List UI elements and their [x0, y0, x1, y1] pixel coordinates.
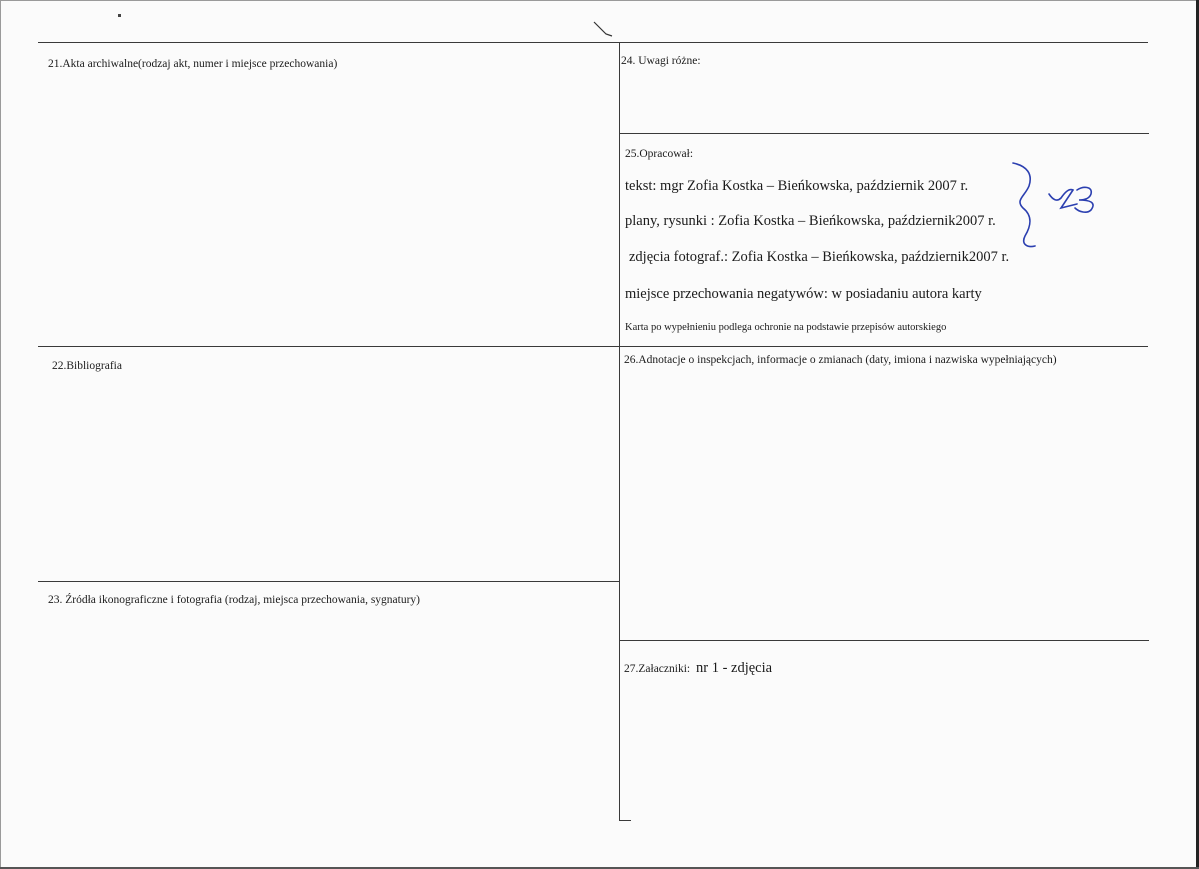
handwritten-signature	[1003, 160, 1103, 255]
scan-speck	[118, 14, 121, 17]
section-27-label	[624, 660, 772, 677]
bottom-tick	[619, 820, 631, 821]
section-21-label: 21.Akta archiwalne(rodzaj akt, numer i miejsce przechowania)	[48, 58, 338, 70]
author-plans-line: plany, rysunki : Zofia Kostka – Bieńkowska, październik2007 r.	[625, 213, 996, 229]
divider-22-23	[38, 581, 619, 582]
top-rule	[38, 42, 1148, 43]
center-divider	[619, 42, 620, 820]
attachments-value: nr 1 - zdjęcia	[695, 660, 773, 676]
section-25-label: 25.Opracował:	[625, 148, 694, 160]
section-22-label: 22.Bibliografia	[52, 360, 122, 372]
author-photos-line: zdjęcia fotograf.: Zofia Kostka – Bieńkowska, październik2007 r.	[629, 249, 1010, 265]
divider-24-25	[619, 133, 1149, 134]
author-text-line: tekst: mgr Zofia Kostka – Bieńkowska, październik 2007 r.	[625, 178, 969, 194]
scan-mark	[592, 18, 614, 40]
divider-21-22	[38, 346, 1148, 347]
negatives-location-line: miejsce przechowania negatywów: w posiadaniu autora karty	[625, 286, 982, 302]
section-27-title: 27.Załaczniki:	[624, 663, 691, 675]
divider-26-27	[619, 640, 1149, 641]
section-26-label: 26.Adnotacje o inspekcjach, informacje o zmianach (daty, imiona i nazwiska wypełniających)	[624, 354, 1057, 366]
copyright-note: Karta po wypełnieniu podlega ochronie na podstawie przepisów autorskiego	[625, 322, 947, 333]
section-23-label: 23. Źródła ikonograficzne i fotografia (rodzaj, miejsca przechowania, sygnatury)	[48, 594, 420, 606]
section-24-label: 24. Uwagi różne:	[621, 55, 701, 67]
